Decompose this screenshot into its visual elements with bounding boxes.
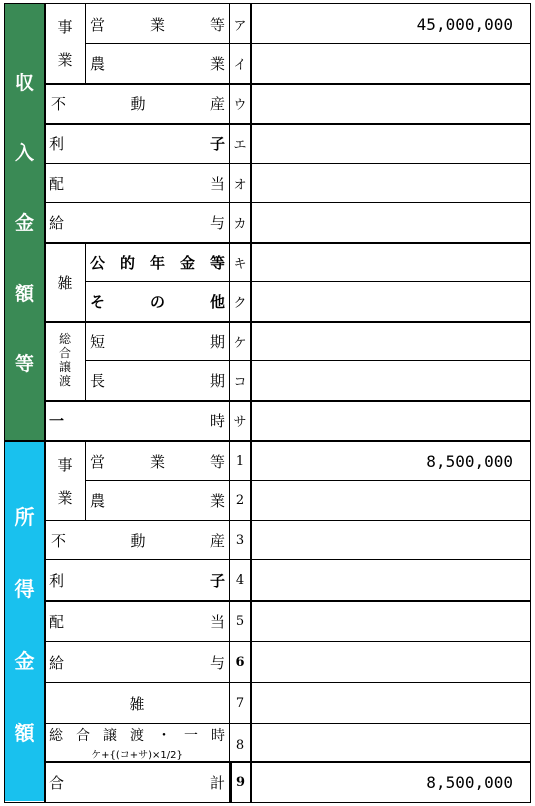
label-char: 子 — [209, 135, 225, 153]
label-char: 渡 — [130, 727, 144, 744]
earnings-misc-code: 7 — [235, 695, 245, 711]
label-char: 年 — [149, 253, 165, 272]
income-cat-char-2: 入 — [14, 142, 34, 165]
label-char: 公 — [90, 253, 106, 272]
earnings-cat-char-1: 所 — [14, 505, 35, 530]
income-transfer-long-code: コ — [233, 375, 247, 390]
label-char: 等 — [209, 453, 225, 471]
grid-hline — [44, 202, 531, 203]
income-temporary-code: サ — [233, 415, 247, 430]
label-char: 長 — [90, 372, 106, 390]
income-interest-code: エ — [233, 138, 247, 153]
grid-hline — [85, 281, 531, 282]
earnings-transfer-temp-formula: ケ+{(コ+サ)×1/2} — [91, 749, 183, 761]
grid-hline — [44, 761, 531, 763]
label-char: 給 — [49, 653, 65, 672]
label-char: 渡 — [58, 373, 71, 388]
label-char: 当 — [209, 612, 225, 631]
label-char: 譲 — [103, 727, 117, 744]
label-char: 時 — [209, 412, 225, 430]
label-char: 計 — [209, 773, 225, 792]
earnings-total-code: 9 — [235, 774, 246, 790]
earnings-salary-code: 6 — [235, 654, 245, 670]
label-char: 一 — [184, 727, 198, 744]
grid-hline — [85, 43, 531, 44]
earnings-cat-char-4: 額 — [14, 720, 35, 745]
income-business-group-char-1: 事 — [57, 18, 73, 36]
label-char: ・ — [157, 727, 171, 744]
income-salary-code: カ — [233, 217, 247, 232]
income-real-estate-code: ウ — [233, 98, 247, 113]
income-cat-char-3: 金 — [14, 212, 34, 235]
label-char: 給 — [49, 214, 65, 232]
grid-hline — [44, 520, 531, 521]
label-char: 産 — [209, 95, 225, 113]
grid-vline-total — [230, 762, 232, 802]
grid-vline — [85, 4, 86, 84]
label-char: 金 — [179, 253, 195, 272]
label-char: 合 — [49, 773, 65, 792]
grid-hline — [85, 360, 531, 361]
label-char: 産 — [209, 531, 225, 550]
income-transfer-short-code: ケ — [233, 335, 247, 351]
label-char: 等 — [209, 15, 225, 34]
grid-hline — [44, 600, 531, 602]
income-business-sales-value[interactable]: 45,000,000 — [416, 14, 513, 34]
earnings-cat-char-2: 得 — [14, 577, 35, 602]
label-char: 業 — [209, 55, 225, 73]
grid-hline — [44, 123, 531, 125]
income-business-group-char-2: 業 — [57, 51, 73, 69]
label-char: 期 — [209, 332, 225, 351]
label-char: 事 — [57, 455, 73, 474]
earnings-business-sales-code: 1 — [235, 454, 245, 469]
label-char: 合 — [58, 346, 71, 361]
income-business-agri-code: イ — [233, 58, 247, 73]
label-char: 合 — [76, 727, 90, 744]
label-char: 期 — [209, 372, 225, 390]
grid-hline — [85, 480, 531, 481]
label-char: 当 — [209, 174, 225, 193]
label-char: 配 — [49, 174, 65, 193]
grid-hline — [44, 321, 531, 323]
label-char: 業 — [209, 492, 225, 510]
section-divider — [4, 440, 531, 442]
label-char: 動 — [130, 95, 146, 113]
income-misc-group-label: 雑 — [57, 273, 73, 292]
label-char: 配 — [49, 612, 65, 631]
earnings-cat-char-3: 金 — [14, 648, 35, 673]
income-misc-pension-code: キ — [233, 256, 247, 272]
label-char: 営 — [90, 15, 106, 34]
label-char: 与 — [209, 653, 225, 672]
grid-hline — [44, 242, 531, 244]
label-char: 不 — [51, 531, 67, 550]
label-char: 総 — [58, 332, 71, 347]
label-char: 利 — [49, 135, 65, 153]
grid-vline — [85, 442, 86, 521]
income-cat-char-1: 収 — [14, 71, 34, 94]
label-char: 業 — [57, 488, 73, 507]
grid-hline — [44, 83, 531, 85]
label-char: 利 — [49, 571, 65, 590]
earnings-misc-label: 雑 — [129, 694, 145, 713]
label-char: 業 — [149, 15, 165, 34]
earnings-interest-code: 4 — [235, 572, 245, 588]
label-char: 子 — [209, 571, 225, 590]
label-char: 一 — [49, 412, 65, 430]
label-char: 不 — [51, 95, 67, 113]
income-business-sales-code: ア — [233, 18, 247, 34]
label-char: 動 — [130, 531, 146, 550]
label-char: そ — [90, 293, 106, 311]
label-char: 与 — [209, 214, 225, 232]
earnings-total-value[interactable]: 8,500,000 — [426, 772, 513, 792]
label-char: 譲 — [58, 360, 71, 374]
grid-hline — [44, 400, 531, 402]
label-char: の — [149, 293, 165, 311]
grid-hline — [44, 163, 531, 164]
label-char: 的 — [119, 253, 135, 272]
income-misc-other-code: ク — [233, 296, 247, 311]
grid-hline — [44, 723, 531, 724]
label-char: 業 — [149, 453, 165, 471]
label-char: 営 — [90, 453, 106, 471]
label-char: 総 — [49, 727, 63, 744]
label-char: 農 — [90, 492, 106, 510]
income-cat-char-4: 額 — [14, 282, 34, 305]
grid-hline — [44, 682, 531, 683]
grid-hline — [44, 559, 531, 560]
label-char: 他 — [209, 293, 225, 311]
grid-hline — [44, 641, 531, 642]
income-dividend-code: オ — [233, 177, 247, 193]
label-char: 農 — [90, 55, 106, 73]
income-cat-char-5: 等 — [14, 353, 34, 376]
earnings-business-agri-code: 2 — [235, 493, 245, 508]
earnings-real-estate-code: 3 — [235, 532, 245, 548]
earnings-business-sales-value[interactable]: 8,500,000 — [426, 452, 513, 471]
label-char: 等 — [209, 253, 225, 272]
label-char: 時 — [211, 727, 225, 744]
earnings-dividend-code: 5 — [235, 613, 245, 629]
earnings-transfer-temp-code: 8 — [235, 738, 245, 753]
label-char: 短 — [90, 332, 106, 351]
